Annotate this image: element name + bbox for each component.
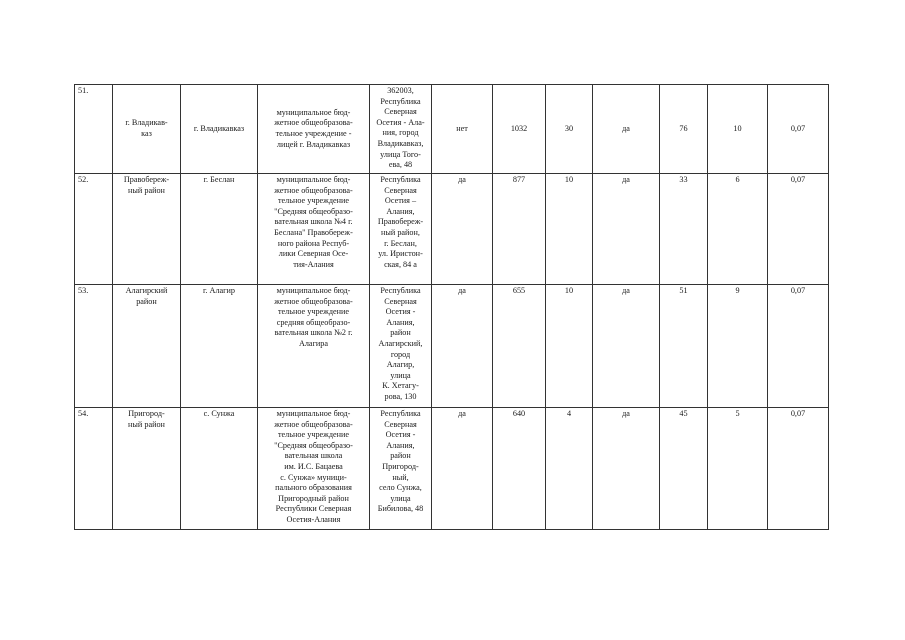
row-number: 52. xyxy=(75,174,113,285)
value-cell: да xyxy=(432,174,493,285)
row-number: 53. xyxy=(75,285,113,408)
value-cell: 877 xyxy=(493,174,546,285)
address-cell: Республика Северная Осетия – Алания, Правобереж- ный район, г. Беслан, ул. Иристон- ская, 84 а xyxy=(370,174,432,285)
institution-name-cell: муниципальное бюд- жетное общеобразова- тельное учреждение "Средняя общеобразо- вательная школа им. И.С. Бацаева с. Сунжа» муници- пального образования Пригородный район Республики Северная Осетия-Алания xyxy=(258,408,370,530)
table-row xyxy=(75,408,829,530)
value-cell: 0,07 xyxy=(768,85,829,174)
value-cell: 10 xyxy=(546,174,593,285)
value-cell: 45 xyxy=(660,408,708,530)
institution-name-cell: муниципальное бюд- жетное общеобразова- тельное учреждение "Средняя общеобразо- вательная школа №4 г. Беслана" Правобереж- ного района Респуб- лики Северная Осе- тия-Алания xyxy=(258,174,370,285)
address-cell: Республика Северная Осетия - Алания, район Алагирский, город Алагир, улица К. Хетагу- рова, 130 xyxy=(370,285,432,408)
value-cell: 655 xyxy=(493,285,546,408)
value-cell: 9 xyxy=(708,285,768,408)
city-cell: г. Владикавказ xyxy=(181,85,258,174)
value-cell: 0,07 xyxy=(768,408,829,530)
institution-name-cell: муниципальное бюд- жетное общеобразова- тельное учреждение - лицей г. Владикавказ xyxy=(258,85,370,174)
row-number: 51. xyxy=(75,85,113,174)
value-cell: 33 xyxy=(660,174,708,285)
value-cell: да xyxy=(593,285,660,408)
city-cell: с. Сунжа xyxy=(181,408,258,530)
data-table xyxy=(74,84,829,530)
value-cell: да xyxy=(593,85,660,174)
district-cell: Правобереж- ный район xyxy=(113,174,181,285)
table-row xyxy=(75,85,829,174)
value-cell: 0,07 xyxy=(768,174,829,285)
value-cell: 0,07 xyxy=(768,285,829,408)
value-cell: 640 xyxy=(493,408,546,530)
address-cell: Республика Северная Осетия - Алания, район Пригород- ный, село Сунжа, улица Бибилова, 48 xyxy=(370,408,432,530)
value-cell: 5 xyxy=(708,408,768,530)
institution-name-cell: муниципальное бюд- жетное общеобразова- тельное учреждение средняя общеобразо- вательная школа №2 г. Алагира xyxy=(258,285,370,408)
value-cell: 51 xyxy=(660,285,708,408)
value-cell: 1032 xyxy=(493,85,546,174)
city-cell: г. Беслан xyxy=(181,174,258,285)
value-cell: 10 xyxy=(708,85,768,174)
district-cell: Алагирский район xyxy=(113,285,181,408)
district-cell: г. Владикав- каз xyxy=(113,85,181,174)
city-cell: г. Алагир xyxy=(181,285,258,408)
table-row xyxy=(75,174,829,285)
value-cell: 6 xyxy=(708,174,768,285)
value-cell: да xyxy=(432,408,493,530)
address-cell: 362003, Республика Северная Осетия - Ала- ния, город Владикавказ, улица Того- ева, 48 xyxy=(370,85,432,174)
value-cell: 4 xyxy=(546,408,593,530)
value-cell: да xyxy=(593,174,660,285)
value-cell: нет xyxy=(432,85,493,174)
value-cell: 10 xyxy=(546,285,593,408)
value-cell: 30 xyxy=(546,85,593,174)
row-number: 54. xyxy=(75,408,113,530)
value-cell: 76 xyxy=(660,85,708,174)
value-cell: да xyxy=(432,285,493,408)
district-cell: Пригород- ный район xyxy=(113,408,181,530)
table-row xyxy=(75,285,829,408)
value-cell: да xyxy=(593,408,660,530)
